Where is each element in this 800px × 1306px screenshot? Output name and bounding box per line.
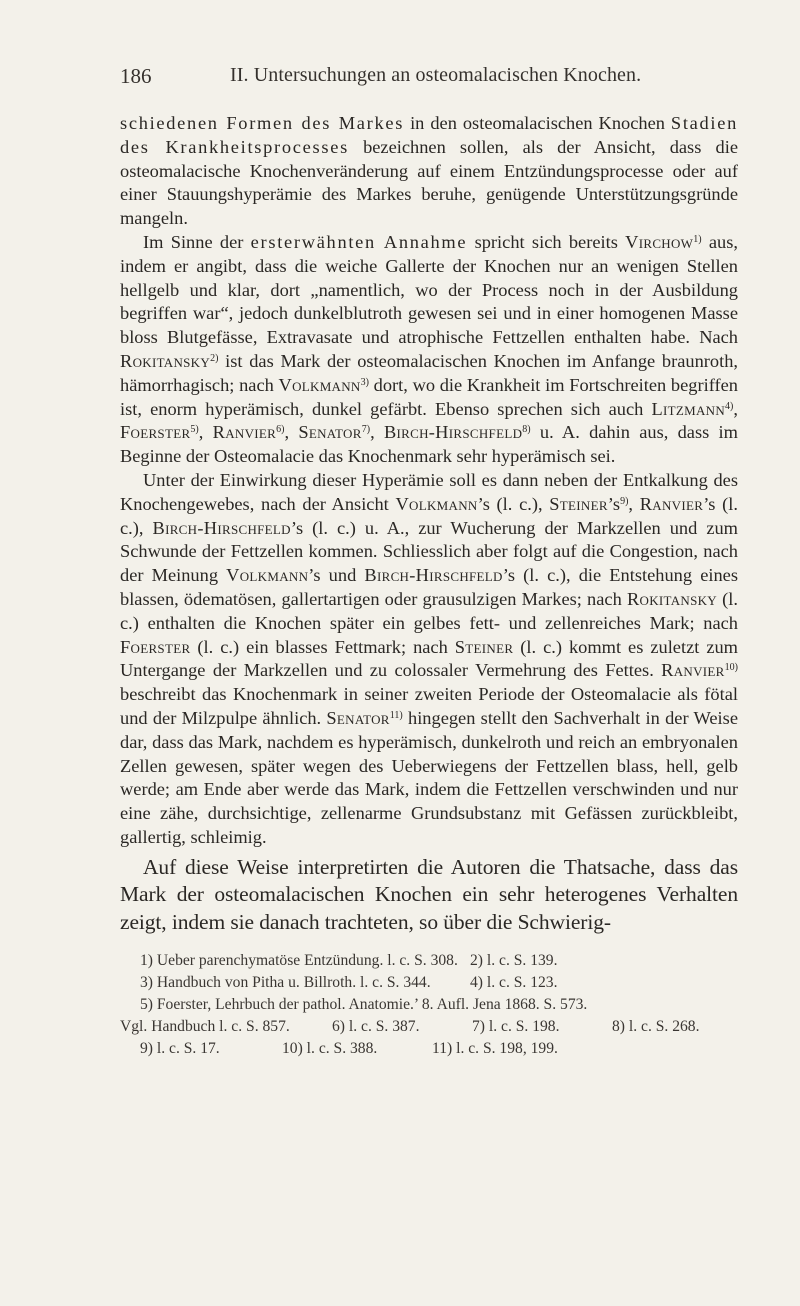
text-run: u. A. dahin aus, dass im Beginne der Osteomalacie das Knochenmark sehr hyperämisch sei. xyxy=(120,422,738,467)
text-run: in den osteomalacischen Knochen xyxy=(404,113,671,133)
footnote-ref: 4) xyxy=(725,400,734,412)
author-name: Rokitansky xyxy=(120,350,211,371)
author-name: Ranvier xyxy=(212,422,277,443)
text-run: (l. c.) enthalten die Knochen später ein gelbes fett- und zellenreiches Mark; nach xyxy=(120,588,738,633)
text-run: aus, indem er angibt, dass die weiche Gallerte der Knochen nur an wenigen Stellen hellgelb und klar, dort „namentlich, wo der Process noch in der Ausbildung begriffen war“, jedoch dunkelblutroth gewesen sei und in einer homogenen Masse bloss Blutgefässe, Extravasate und atrophische Fettzellen enthalten habe. Nach xyxy=(120,231,739,348)
text-run: beschreibt das Knochenmark in seiner zweiten Periode der Osteomalacie als fötal und der Milzpulpe ähnlich. xyxy=(120,684,738,728)
text-run: (l. c.) kommt es zuletzt zum Untergange der Markzellen und zu colossaler Vermehrung des Fettes. xyxy=(120,636,738,681)
paragraph-hyperaemia xyxy=(120,231,738,469)
spaced-text: ersterwähnten Annahme xyxy=(250,231,468,252)
author-name: Steiner xyxy=(454,636,514,657)
footnote-ref: 8) xyxy=(522,424,531,436)
footnote-row xyxy=(140,972,738,994)
text-run: hingegen stellt den Sachverhalt in der Weise dar, dass das Mark, nachdem es hyperämisch, dunkelroth und reich an embryonalen Zellen gewesen, später wegen des Ueberwiegens der Fettzellen blass, hell, gelb werde; am Ende aber werde das Mark, indem die Fettzellen verschwinden und nur eine zähe, durchsichtige, zellenarme Grundsubstanz mit Gefässen zurückbleibt, gallertig, schleimig. xyxy=(120,707,738,847)
footnote-ref: 11) xyxy=(389,709,403,721)
footnote-7: 7) l. c. S. 198. xyxy=(472,1017,560,1035)
author-name: Ranvier xyxy=(661,660,725,681)
footnote-ref: 9) xyxy=(620,495,629,507)
text-run: ist das Mark der osteomalacischen Knochen im Anfange braunroth, hämorrhagisch; nach xyxy=(120,350,738,395)
footnote-6: 6) l. c. S. 387. xyxy=(332,1017,420,1035)
author-name: Volkmann xyxy=(226,565,309,586)
paragraph-continuation xyxy=(120,112,738,231)
page-header xyxy=(120,64,720,94)
footnote-1: 1) Ueber parenchymatöse Entzündung. l. c. S. 308. xyxy=(140,951,458,969)
text-run: , xyxy=(628,493,640,514)
page-number: 186 xyxy=(120,64,152,88)
footnote-row xyxy=(120,1016,738,1038)
spaced-text: Stadien des Krankheitsprocesses xyxy=(120,113,738,157)
footnote-9: 9) l. c. S. 17. xyxy=(140,1039,220,1057)
text-run: bezeichnen sollen, als der Ansicht, dass die osteomalacische Knochenveränderung auf einem Entzündungsprocesse oder auf einer Stauungshyperämie des Markes beruhe, genügende Unterstützungsgründe mangeln. xyxy=(120,136,738,229)
text-run: ’s (l. c.), xyxy=(477,493,550,514)
author-name: Senator xyxy=(326,707,390,728)
footnote-row xyxy=(140,1038,738,1060)
footnote-10: 10) l. c. S. 388. xyxy=(282,1039,378,1057)
text-run: Unter der Einwirkung dieser Hyperämie soll es dann neben der Entkalkung des Knochengewebes, nach der Ansicht xyxy=(120,469,738,514)
text-run: ’s (l. c.), die Entstehung eines blassen, ödematösen, gallertartigen oder grausulzigen Markes; nach xyxy=(120,565,738,609)
footnote-3: 3) Handbuch von Pitha u. Billroth. l. c. S. 344. xyxy=(140,973,431,991)
text-run: dort, wo die Krankheit im Fortschreiten begriffen ist, enorm hyperämisch, dunkel gefärbt. Ebenso sprechen sich auch xyxy=(120,374,738,419)
text-run: , xyxy=(198,422,213,443)
footnote-ref: 2) xyxy=(210,352,219,364)
author-name: Birch-Hirschfeld xyxy=(152,517,291,538)
footnote-11: 11) l. c. S. 198, 199. xyxy=(432,1039,558,1057)
footnote-8: 8) l. c. S. 268. xyxy=(612,1017,700,1035)
footnote-row xyxy=(140,994,738,1016)
text-run: , xyxy=(284,422,299,443)
footnote-ref: 7) xyxy=(361,424,371,436)
running-title: II. Untersuchungen an osteomalacischen Knochen. xyxy=(230,64,642,86)
text-run: ’s (l. c.) u. A., zur Wucherung der Markzellen und zum Schwunde der Fettzellen kommen. Schliesslich aber folgt auf die Congestion, nach der Meinung xyxy=(120,517,738,586)
author-name: Litzmann xyxy=(651,398,726,419)
footnote-ref: 6) xyxy=(276,424,285,436)
footnote-2: 2) l. c. S. 139. xyxy=(470,951,558,969)
author-name: Foerster xyxy=(120,636,191,657)
footnote-4: 4) l. c. S. 123. xyxy=(470,973,558,991)
text-run: ’s xyxy=(607,493,621,514)
paragraph-decalcification xyxy=(120,469,738,850)
footnote-row xyxy=(140,950,738,972)
author-name: Volkmann xyxy=(278,374,361,395)
text-run: spricht sich bereits xyxy=(467,231,626,252)
text-run: ’s und xyxy=(308,565,365,586)
footnotes xyxy=(120,950,738,1060)
author-name: Rokitansky xyxy=(626,588,717,609)
footnote-ref: 3) xyxy=(360,376,369,388)
author-name: Volkmann xyxy=(395,493,478,514)
footnote-ref: 5) xyxy=(190,424,199,436)
footnote-5: 5) Foerster, Lehrbuch der pathol. Anatomie.’ 8. Aufl. Jena 1868. S. 573. xyxy=(140,995,588,1013)
author-name: Birch-Hirschfeld xyxy=(364,565,503,586)
page-body xyxy=(120,112,738,1060)
text-run: ’s (l. c.), xyxy=(120,493,738,538)
author-name: Senator xyxy=(298,422,362,443)
text-run: , xyxy=(733,398,738,419)
text-run: (l. c.) ein blasses Fettmark; nach xyxy=(190,636,455,657)
author-name: Virchow xyxy=(625,231,694,252)
author-name: Foerster xyxy=(120,422,191,443)
footnote-ref: 1) xyxy=(693,233,702,245)
author-name: Steiner xyxy=(549,493,608,514)
text-run: , xyxy=(370,422,384,443)
author-name: Ranvier xyxy=(639,493,704,514)
author-name: Birch-Hirschfeld xyxy=(383,422,523,443)
footnote-ref: 10) xyxy=(724,662,738,674)
paragraph-interpretation: Auf diese Weise interpretirten die Autoren die Thatsache, dass das Mark der osteomalacischen Knochen ein sehr heterogenes Verhalten zeigt, indem sie danach trachteten, so über die Schwierig- xyxy=(120,854,738,934)
text-run: Im Sinne der xyxy=(143,231,251,252)
spaced-text: schiedenen Formen des Markes xyxy=(120,113,405,133)
footnote-5-cont: Vgl. Handbuch l. c. S. 857. xyxy=(120,1017,290,1035)
